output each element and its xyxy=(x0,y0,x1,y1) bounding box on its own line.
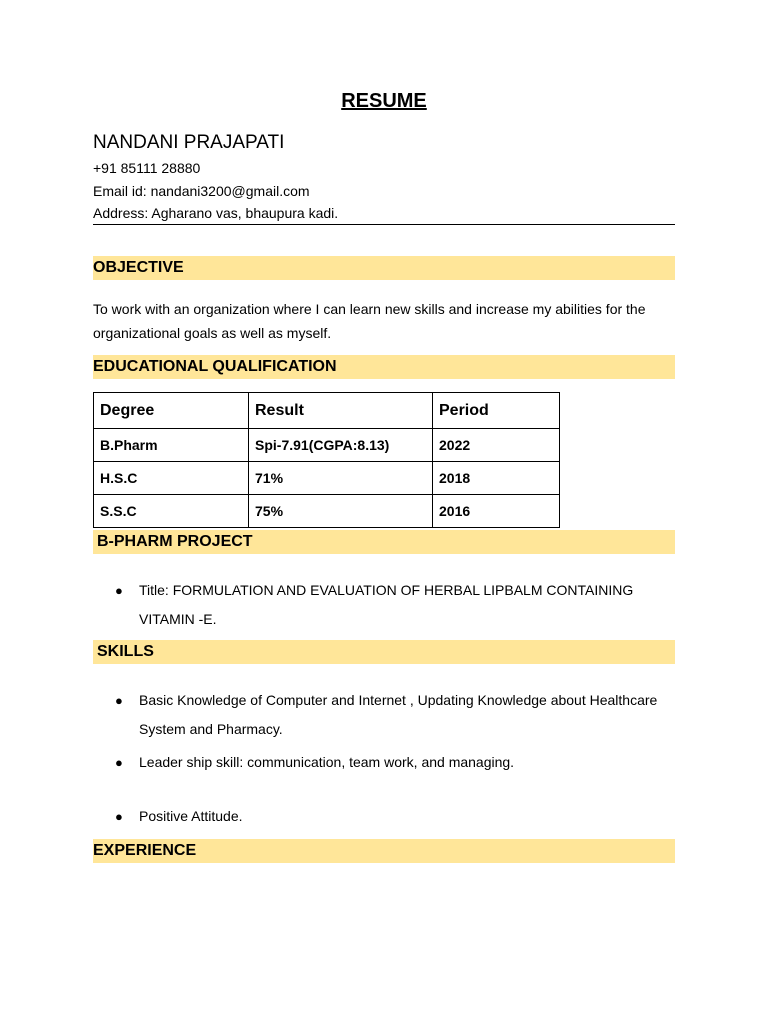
column-header-period: Period xyxy=(433,393,560,429)
project-title: Title: FORMULATION AND EVALUATION OF HERBAL LIPBALM CONTAINING VITAMIN -E. xyxy=(139,582,634,627)
bullet-icon: ● xyxy=(115,809,123,824)
bullet-icon: ● xyxy=(115,693,123,708)
result-cell: 71% xyxy=(249,462,433,495)
period-cell: 2018 xyxy=(433,462,560,495)
objective-heading-text: OBJECTIVE xyxy=(93,259,184,276)
table-row xyxy=(94,495,560,528)
email-line: Email id: nandani3200@gmail.com xyxy=(93,183,310,199)
skills-list xyxy=(93,686,675,831)
bullet-icon: ● xyxy=(115,755,123,770)
table-row xyxy=(94,462,560,495)
table-row xyxy=(94,429,560,462)
bullet-icon: ● xyxy=(115,583,123,598)
experience-heading xyxy=(93,839,675,863)
project-heading xyxy=(93,530,675,554)
skill-text: Basic Knowledge of Computer and Internet , Updating Knowledge about Healthcare System and Pharmacy. xyxy=(139,692,658,737)
list-item xyxy=(93,576,675,634)
column-header-result: Result xyxy=(249,393,433,429)
column-header-degree: Degree xyxy=(94,393,249,429)
degree-cell: B.Pharm xyxy=(94,429,249,462)
skill-text: Leader ship skill: communication, team work, and managing. xyxy=(139,754,515,770)
header-divider xyxy=(93,224,675,225)
address-line: Address: Agharano vas, bhaupura kadi. xyxy=(93,205,339,221)
list-item xyxy=(93,802,675,831)
degree-cell: H.S.C xyxy=(94,462,249,495)
education-table xyxy=(93,392,560,528)
project-heading-text: B-PHARM PROJECT xyxy=(97,533,253,550)
experience-heading-text: EXPERIENCE xyxy=(93,842,197,859)
result-cell: 75% xyxy=(249,495,433,528)
skills-heading xyxy=(93,640,675,664)
project-list xyxy=(93,576,675,634)
table-header-row xyxy=(94,393,560,429)
phone-number: +91 85111 28880 xyxy=(93,160,201,176)
period-cell: 2016 xyxy=(433,495,560,528)
objective-heading xyxy=(93,256,675,280)
list-item xyxy=(93,686,675,744)
period-cell: 2022 xyxy=(433,429,560,462)
candidate-name: NANDANI PRAJAPATI xyxy=(93,132,285,153)
education-heading xyxy=(93,355,675,379)
skills-heading-text: SKILLS xyxy=(97,643,154,660)
resume-title: RESUME xyxy=(341,90,427,112)
skill-text: Positive Attitude. xyxy=(139,808,243,824)
degree-cell: S.S.C xyxy=(94,495,249,528)
result-cell: Spi-7.91(CGPA:8.13) xyxy=(249,429,433,462)
education-heading-text: EDUCATIONAL QUALIFICATION xyxy=(93,358,337,375)
objective-text: To work with an organization where I can learn new skills and increase my abilities for the organizational goals as well as myself. xyxy=(93,301,646,341)
list-item xyxy=(93,748,675,777)
